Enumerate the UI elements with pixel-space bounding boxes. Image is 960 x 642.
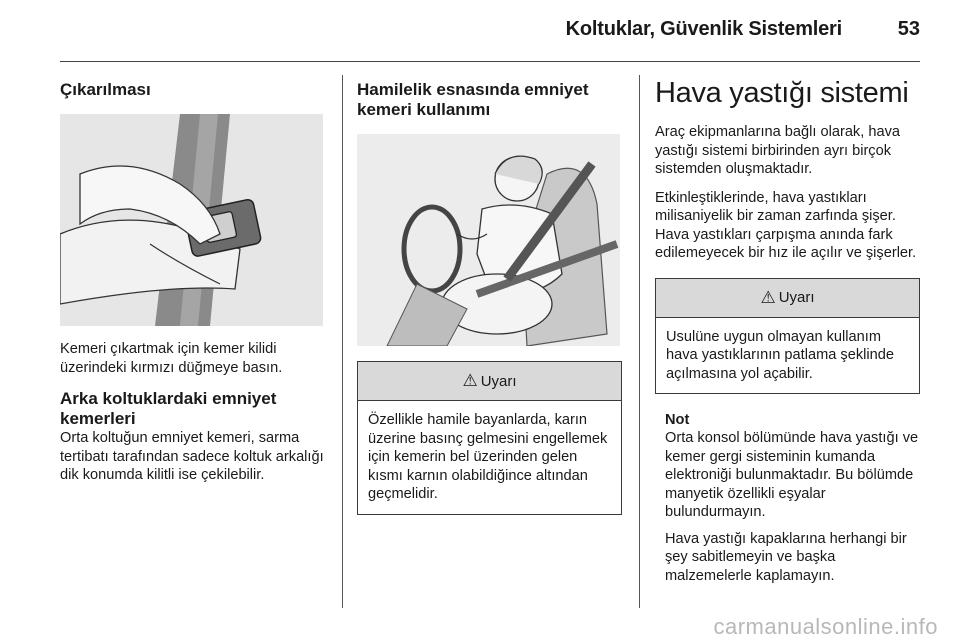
note-block: [655, 411, 920, 585]
pregnant-driver-drawing: [357, 134, 620, 346]
warning-body: [358, 401, 621, 514]
column-divider-2: [639, 75, 640, 608]
page-number: 53: [897, 18, 920, 40]
rear-belts-text: Orta koltuğun emniyet kemeri, sarma tertibatı tarafından sadece koltuk arkalığı dik konumda kilitli ise çekilebilir.: [60, 430, 324, 483]
warning-title: Uyarı: [480, 372, 517, 390]
column-divider-1: [342, 75, 343, 608]
airbag-warning-box: [655, 278, 920, 395]
removal-caption: Kemeri çıkartmak için kemer kilidi üzerindeki kırmızı düğmeye basın.: [60, 341, 283, 376]
column-2: [357, 76, 622, 515]
pregnancy-warning-box: [357, 361, 622, 515]
column-1: [60, 76, 325, 485]
section-heading-removal: Çıkarılması: [60, 80, 151, 99]
note-text-2: Hava yastığı kapaklarına herhangi bir şey sabitlemeyin ve başka malzemelerle kaplamayın.: [665, 530, 907, 584]
watermark: carmanualsonline.info: [713, 614, 938, 639]
header-divider: [60, 61, 920, 62]
section-heading-pregnancy: Hamilelik esnasında emniyet kemeri kullanımı: [357, 80, 589, 119]
running-header-title: Koltuklar, Güvenlik Sistemleri: [565, 18, 842, 40]
pregnant-driver-illustration: [357, 134, 620, 346]
warning-header: [358, 362, 621, 401]
warning-triangle-icon: ⚠: [760, 287, 776, 307]
column-3: [655, 76, 920, 585]
warning-header: [656, 279, 919, 318]
section-heading-airbag: Hava yastığı sistemi: [655, 77, 909, 109]
airbag-paragraph-1: Araç ekipmanlarına bağlı olarak, hava yastığı sistemi birbirinden ayrı birçok sistemden oluşmaktadır.: [655, 124, 900, 177]
airbag-paragraph-2: Etkinleştiklerinde, hava yastıkları milisaniyelik bir zaman zarfında şişer. Hava yastıkları çarpışma anında fark edilemeyecek bir hız ile açılır ve şişerler.: [655, 189, 917, 261]
warning-text: Usulüne uygun olmayan kullanım hava yastıklarının patlama şeklinde açılmasına yol açabilir.: [666, 328, 894, 382]
warning-title: Uyarı: [778, 289, 815, 306]
belt-buckle-illustration: [60, 114, 323, 326]
note-text: Orta konsol bölümünde hava yastığı ve kemer gergi sisteminin kumanda elektroniği bulunmaktadır. Bu bölümde manyetik özellikli eşyalar bulundurmayın.: [665, 430, 919, 520]
warning-triangle-icon: ⚠: [462, 371, 478, 390]
note-title: Not: [665, 412, 690, 428]
belt-buckle-drawing: [60, 114, 323, 326]
warning-text: Özellikle hamile bayanlarda, karın üzerine basınç gelmesini engellemek için kemerin bel üzerinden gelen kısmı karnın olabildiğince altından geçmelidir.: [368, 412, 608, 502]
warning-body: [656, 318, 919, 394]
section-heading-rear-belts: Arka koltuklardaki emniyet kemerleri: [60, 389, 277, 428]
